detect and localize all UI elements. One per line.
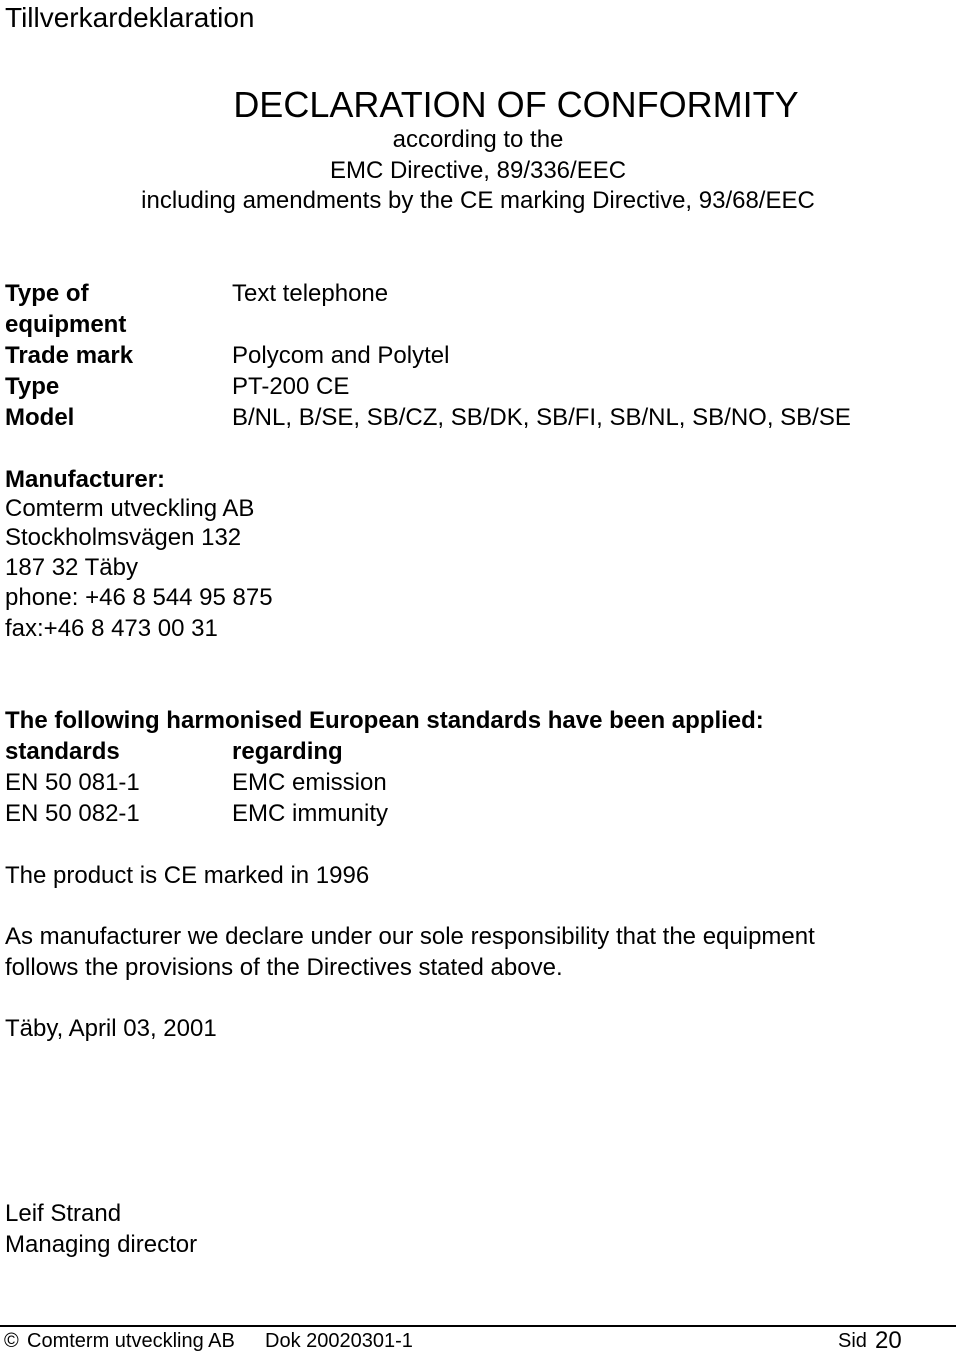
trade-mark-value: Polycom and Polytel: [232, 342, 450, 369]
model-label: Model: [5, 404, 75, 431]
footer-divider: [0, 1325, 956, 1327]
standard-regarding: EMC immunity: [232, 800, 389, 827]
place-and-date: Täby, April 03, 2001: [5, 1015, 217, 1042]
footer-page-label: Sid: [838, 1330, 867, 1352]
type-label: Type: [5, 373, 60, 400]
manufacturer-city: 187 32 Täby: [5, 554, 138, 581]
responsibility-statement-line: As manufacturer we declare under our sole responsibility that the equipment: [5, 923, 815, 950]
standard-code: EN 50 082-1: [5, 800, 140, 827]
manufacturer-phone: phone: +46 8 544 95 875: [5, 584, 273, 611]
type-of-equipment-label: Type of: [5, 280, 89, 307]
manufacturer-company: Comterm utveckling AB: [5, 495, 255, 522]
type-value: PT-200 CE: [232, 373, 350, 400]
manufacturer-label: Manufacturer:: [5, 466, 166, 493]
signatory-title: Managing director: [5, 1231, 198, 1258]
page-title: Tillverkardeklaration: [5, 2, 255, 33]
type-of-equipment-label-continued: equipment: [5, 311, 127, 338]
model-value: B/NL, B/SE, SB/CZ, SB/DK, SB/FI, SB/NL, SB/NO, SB/SE: [232, 404, 851, 431]
type-of-equipment-value: Text telephone: [232, 280, 389, 307]
ce-marked-statement: The product is CE marked in 1996: [5, 862, 370, 889]
standard-regarding: EMC emission: [232, 769, 387, 796]
manufacturer-street: Stockholmsvägen 132: [5, 524, 242, 551]
copyright-icon: ©: [4, 1330, 19, 1352]
standards-intro: The following harmonised European standards have been applied:: [5, 707, 764, 734]
signatory-name: Leif Strand: [5, 1200, 122, 1227]
trade-mark-label: Trade mark: [5, 342, 134, 369]
declaration-subtitle-line: EMC Directive, 89/336/EEC: [329, 157, 627, 184]
declaration-heading: DECLARATION OF CONFORMITY: [233, 84, 799, 125]
declaration-subtitle-line: including amendments by the CE marking Directive, 93/68/EEC: [141, 187, 815, 214]
footer-page-number: 20: [875, 1327, 902, 1354]
manufacturer-fax: fax:+46 8 473 00 31: [5, 615, 218, 642]
standards-column-header: standards: [5, 738, 120, 765]
declaration-subtitle-line: according to the: [392, 126, 564, 153]
responsibility-statement-line: follows the provisions of the Directives stated above.: [5, 954, 563, 981]
regarding-column-header: regarding: [232, 738, 343, 765]
footer-company: Comterm utveckling AB: [27, 1330, 235, 1352]
footer-document-number: Dok 20020301-1: [265, 1330, 413, 1352]
standard-code: EN 50 081-1: [5, 769, 140, 796]
